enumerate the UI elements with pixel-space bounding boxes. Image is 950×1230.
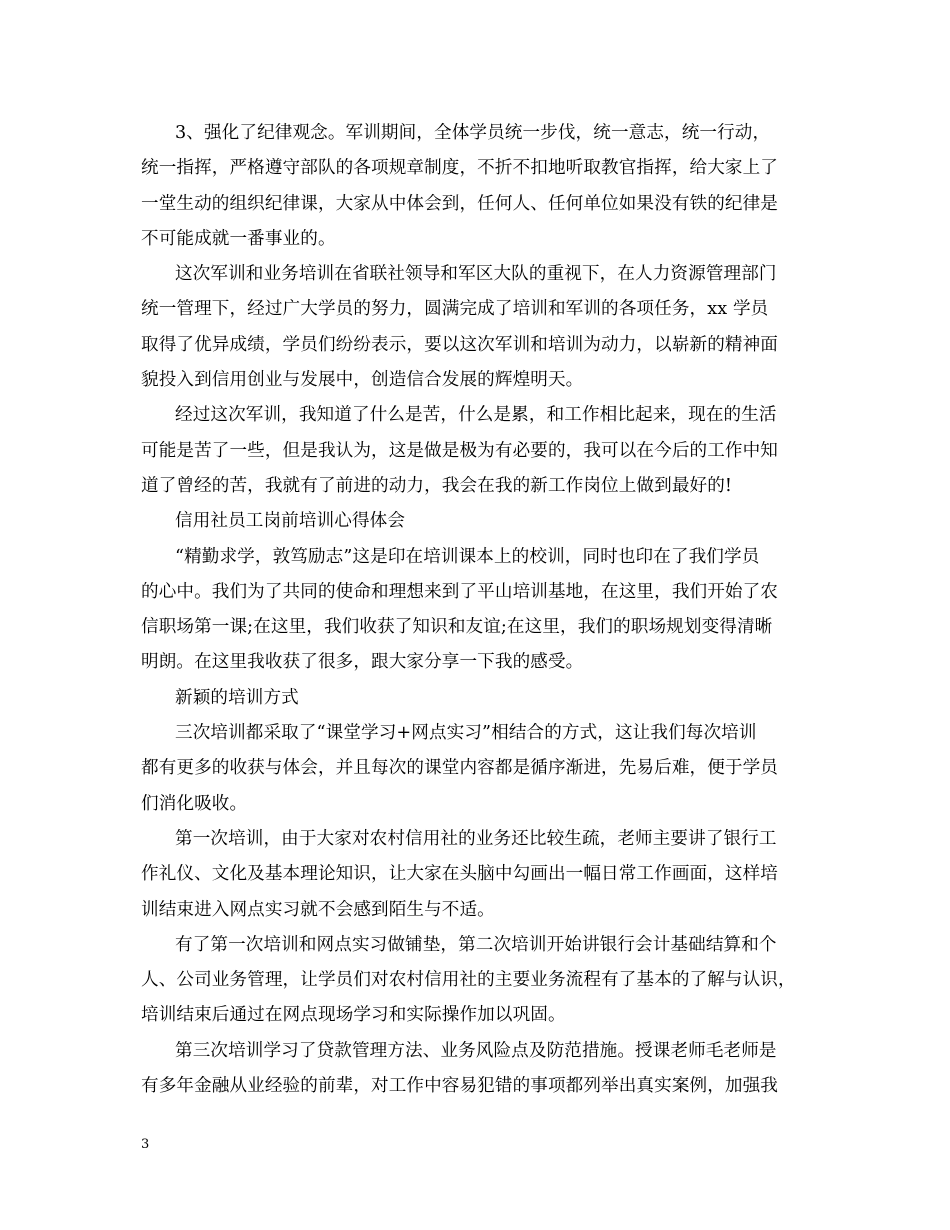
text-line: “精勤求学，敦笃励志”这是印在培训课本上的校训，同时也印在了我们学员 [175,546,760,567]
text-line: 信用社员工岗前培训心得体会 [175,511,406,532]
text-line: 统一指挥，严格遵守部队的各项规章制度，不折不扣地听取教官指挥，给大家上了 [141,158,778,179]
text-line: 取得了优异成绩，学员们纷纷表示，要以这次军训和培训为动力，以崭新的精神面 [141,334,778,355]
text-line: 三次培训都采取了“课堂学习+网点实习”相结合的方式，这让我们每次培训 [175,723,757,744]
text-line: 明朗。在这里我收获了很多，跟大家分享一下我的感受。 [141,652,584,673]
page-number: 3 [141,1137,150,1152]
text-line: 这次军训和业务培训在省联社领导和军区大队的重视下，在人力资源管理部门 [175,264,777,285]
text-line: 的心中。我们为了共同的使命和理想来到了平山培训基地，在这里，我们开始了农 [141,581,778,602]
text-line: 培训结束后通过在网点现场学习和实际操作加以巩固。 [141,1005,566,1026]
text-line: 都有更多的收获与体会，并且每次的课堂内容都是循序渐进，先易后难，便于学员 [141,758,778,779]
text-line: 训结束进入网点实习就不会感到陌生与不适。 [141,899,495,920]
text-line: 一堂生动的组织纪律课，大家从中体会到，任何人、任何单位如果没有铁的纪律是 [141,193,778,214]
text-line: 第一次培训，由于大家对农村信用社的业务还比较生疏，老师主要讲了银行工 [175,828,777,849]
page-body [141,116,817,1104]
text-line: 3、强化了纪律观念。军训期间，全体学员统一步伐，统一意志，统一行动， [175,123,771,143]
text-line: 信职场第一课;在这里，我们收获了知识和友谊;在这里，我们的职场规划变得清晰 [141,617,773,638]
text-line: 有多年金融从业经验的前辈，对工作中容易犯错的事项都列举出真实案例，加强我 [141,1076,778,1097]
text-line: 有了第一次培训和网点实习做铺垫，第二次培训开始讲银行会计基础结算和个 [175,934,777,955]
text-line: 作礼仪、文化及基本理论知识，让大家在头脑中勾画出一幅日常工作画面，这样培 [141,864,778,885]
text-line: 们消化吸收。 [141,793,248,814]
text-line: 第三次培训学习了贷款管理方法、业务风险点及防范措施。授课老师毛老师是 [175,1040,777,1061]
text-line: 经过这次军训，我知道了什么是苦，什么是累，和工作相比起来，现在的生活 [175,405,777,426]
text-line: 人、公司业务管理，让学员们对农村信用社的主要业务流程有了基本的了解与认识， [141,970,796,991]
text-line: 可能是苦了一些，但是我认为，这是做是极为有必要的，我可以在今后的工作中知 [141,440,778,461]
text-line: 道了曾经的苦，我就有了前进的动力，我会在我的新工作岗位上做到最好的! [141,475,733,496]
text-line: 统一管理下，经过广大学员的努力，圆满完成了培训和军训的各项任务，xx 学员 [141,299,769,320]
text-line: 貌投入到信用创业与发展中，创造信合发展的辉煌明天。 [141,370,584,391]
text-line: 新颖的培训方式 [175,687,299,708]
text-line: 不可能成就一番事业的。 [141,228,336,249]
